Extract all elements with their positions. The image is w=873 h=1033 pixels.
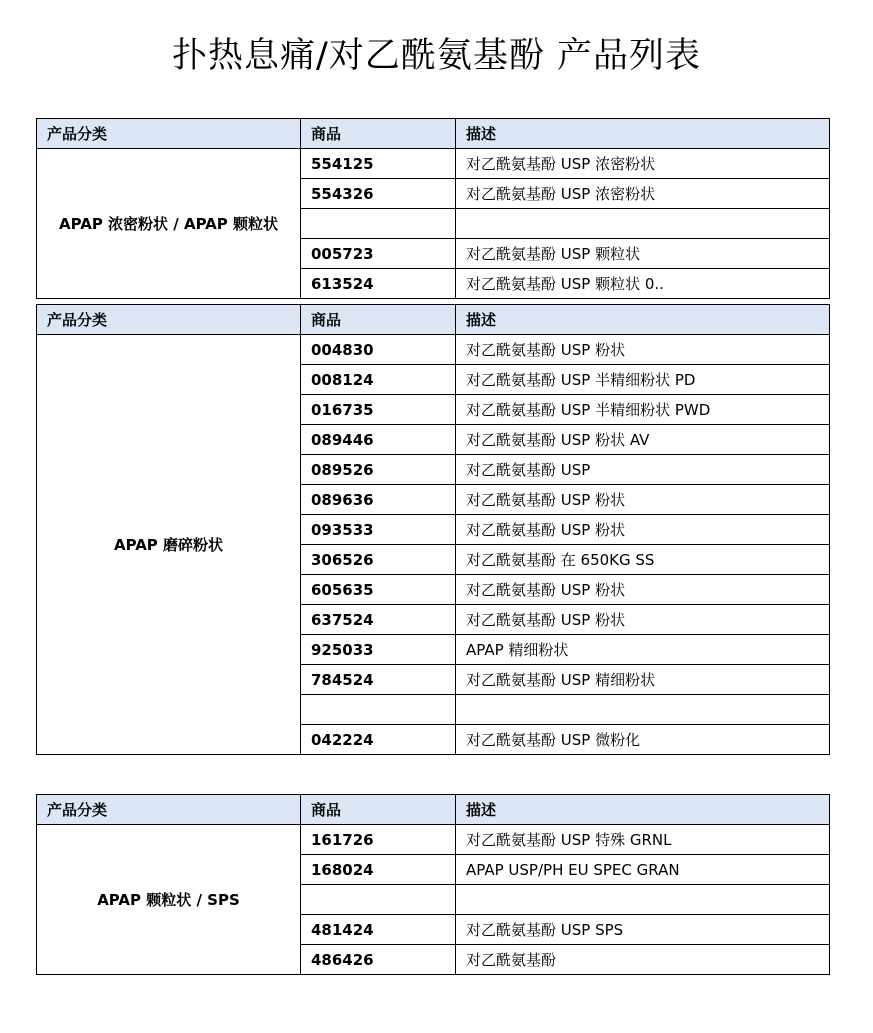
product-description: 对乙酰氨基酚 USP 微粉化 (456, 725, 830, 755)
category-cell: APAP 磨碎粉状 (37, 335, 301, 755)
product-code: 089636 (301, 485, 456, 515)
product-description: APAP 精细粉状 (456, 635, 830, 665)
product-description: 对乙酰氨基酚 USP 粉状 (456, 485, 830, 515)
product-code (301, 695, 456, 725)
product-table-granular-sps (36, 794, 830, 975)
header-category: 产品分类 (37, 305, 301, 335)
product-description: 对乙酰氨基酚 USP 粉状 (456, 515, 830, 545)
header-description: 描述 (456, 305, 830, 335)
product-code: 613524 (301, 269, 456, 299)
product-code: 005723 (301, 239, 456, 269)
product-code: 042224 (301, 725, 456, 755)
product-code: 605635 (301, 575, 456, 605)
product-description: 对乙酰氨基酚 USP 特殊 GRNL (456, 825, 830, 855)
header-product: 商品 (301, 119, 456, 149)
product-description (456, 885, 830, 915)
header-description: 描述 (456, 795, 830, 825)
product-table-dense-granular (36, 118, 830, 299)
product-code (301, 885, 456, 915)
product-description: APAP USP/PH EU SPEC GRAN (456, 855, 830, 885)
product-description: 对乙酰氨基酚 (456, 945, 830, 975)
product-code: 306526 (301, 545, 456, 575)
product-description: 对乙酰氨基酚 USP 粉状 (456, 335, 830, 365)
product-description: 对乙酰氨基酚 USP 浓密粉状 (456, 179, 830, 209)
product-description: 对乙酰氨基酚 USP 颗粒状 0.. (456, 269, 830, 299)
product-code: 004830 (301, 335, 456, 365)
product-description: 对乙酰氨基酚 USP 粉状 (456, 575, 830, 605)
category-cell: APAP 浓密粉状 / APAP 颗粒状 (37, 149, 301, 299)
product-description: 对乙酰氨基酚 在 650KG SS (456, 545, 830, 575)
product-code: 089526 (301, 455, 456, 485)
table-row (37, 335, 830, 365)
header-description: 描述 (456, 119, 830, 149)
product-code: 925033 (301, 635, 456, 665)
product-description (456, 695, 830, 725)
page-title: 扑热息痛/对乙酰氨基酚 产品列表 (172, 36, 701, 76)
header-product: 商品 (301, 795, 456, 825)
product-code: 008124 (301, 365, 456, 395)
product-code: 016735 (301, 395, 456, 425)
header-product: 商品 (301, 305, 456, 335)
product-description: 对乙酰氨基酚 USP SPS (456, 915, 830, 945)
product-description: 对乙酰氨基酚 USP 粉状 (456, 605, 830, 635)
header-category: 产品分类 (37, 119, 301, 149)
product-code: 784524 (301, 665, 456, 695)
product-code: 486426 (301, 945, 456, 975)
table-header-row (37, 795, 830, 825)
product-table-milled-powder (36, 304, 830, 755)
table-header-row (37, 305, 830, 335)
product-description: 对乙酰氨基酚 USP 颗粒状 (456, 239, 830, 269)
product-description: 对乙酰氨基酚 USP (456, 455, 830, 485)
product-description: 对乙酰氨基酚 USP 半精细粉状 PD (456, 365, 830, 395)
product-description: 对乙酰氨基酚 USP 浓密粉状 (456, 149, 830, 179)
product-code: 168024 (301, 855, 456, 885)
product-description: 对乙酰氨基酚 USP 粉状 AV (456, 425, 830, 455)
table-row (37, 149, 830, 179)
product-code: 481424 (301, 915, 456, 945)
category-cell: APAP 颗粒状 / SPS (37, 825, 301, 975)
product-code: 161726 (301, 825, 456, 855)
product-description (456, 209, 830, 239)
product-code: 637524 (301, 605, 456, 635)
product-code: 554125 (301, 149, 456, 179)
product-code (301, 209, 456, 239)
product-code: 554326 (301, 179, 456, 209)
product-code: 093533 (301, 515, 456, 545)
header-category: 产品分类 (37, 795, 301, 825)
product-description: 对乙酰氨基酚 USP 半精细粉状 PWD (456, 395, 830, 425)
product-description: 对乙酰氨基酚 USP 精细粉状 (456, 665, 830, 695)
product-code: 089446 (301, 425, 456, 455)
table-row (37, 825, 830, 855)
table-header-row (37, 119, 830, 149)
